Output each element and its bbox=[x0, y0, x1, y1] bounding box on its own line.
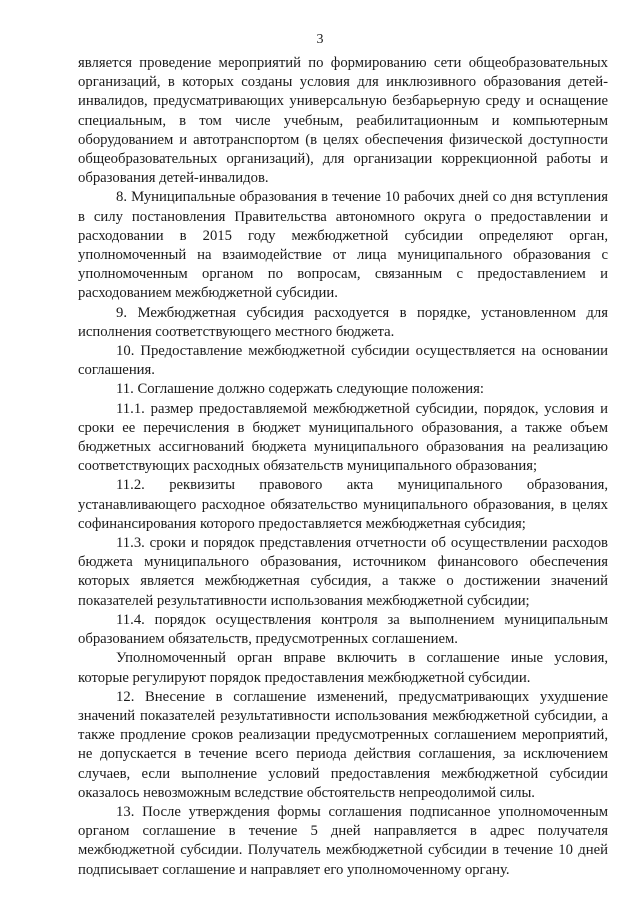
paragraph-11-3: 11.3. сроки и порядок представления отчетности об осуществлении расходов бюджета муниципального образования, источником финансового обеспечения которых является межбюджетная субсидия, а также о достижении значений показателей результативности использования межбюджетной субсидии; bbox=[78, 535, 608, 609]
paragraph-12: 12. Внесение в соглашение изменений, предусматривающих ухудшение значений показателей результативности использования межбюджетной субсидии, а также продление сроков реализации предусмотренных соглашением мероприятий, не допускается в течение всего периода действия соглашения, за исключением случаев, если выполнение условий предоставления межбюджетной субсидии оказалось невозможным вследствие обстоятельств непреодолимой силы. bbox=[78, 688, 608, 801]
paragraph-continued: является проведение мероприятий по формированию сети общеобразовательных организаций, в которых созданы условия для инклюзивного образования детей-инвалидов, предусматривающих универсальную безбарьерную среду и оснащение специальным, в том числе учебным, реабилитационным и компьютерным оборудованием и автотранспортом (в целях обеспечения физической доступности общеобразовательных организаций), для организации коррекционной работы и образования детей-инвалидов. bbox=[78, 55, 608, 187]
paragraph-11-2: 11.2. реквизиты правового акта муниципального образования, устанавливающего расходное обязательство муниципального образования, в целях софинансирования которого предоставляется межбюджетная субсидия; bbox=[78, 477, 608, 532]
paragraph-9: 9. Межбюджетная субсидия расходуется в порядке, установленном для исполнения соответствующего местного бюджета. bbox=[78, 304, 608, 340]
page-number: 3 bbox=[316, 32, 324, 47]
paragraph-8: 8. Муниципальные образования в течение 10 рабочих дней со дня вступления в силу постановления Правительства автономного округа о предоставлении и расходовании в 2015 году межбюджетной субсидии определяют орган, уполномоченный на взаимодействие от лица муниципального образования с уполномоченным органом по вопросам, связанным с предоставлением и расходованием межбюджетной субсидии. bbox=[78, 189, 608, 302]
paragraph-11-1: 11.1. размер предоставляемой межбюджетной субсидии, порядок, условия и сроки ее перечисления в бюджет муниципального образования, а также объем бюджетных ассигнований бюджета муниципального образования на реализацию соответствующих расходных обязательств муниципального образования; bbox=[78, 400, 608, 475]
paragraph-13: 13. После утверждения формы соглашения подписанное уполномоченным органом соглашение в течение 5 дней направляется в адрес получателя межбюджетной субсидии. Получатель межбюджетной субсидии в течение 10 дней подписывает соглашение и направляет его уполномоченному органу. bbox=[78, 803, 608, 878]
paragraph-authorized-body: Уполномоченный орган вправе включить в соглашение иные условия, которые регулируют порядок предоставления межбюджетной субсидии. bbox=[78, 650, 608, 686]
document-body bbox=[78, 54, 608, 880]
paragraph-11: 11. Соглашение должно содержать следующие положения: bbox=[116, 381, 484, 398]
paragraph-11-4: 11.4. порядок осуществления контроля за выполнением муниципальным образованием обязательств, предусмотренных соглашением. bbox=[78, 611, 608, 648]
paragraph-10: 10. Предоставление межбюджетной субсидии осуществляется на основании соглашения. bbox=[78, 343, 608, 379]
